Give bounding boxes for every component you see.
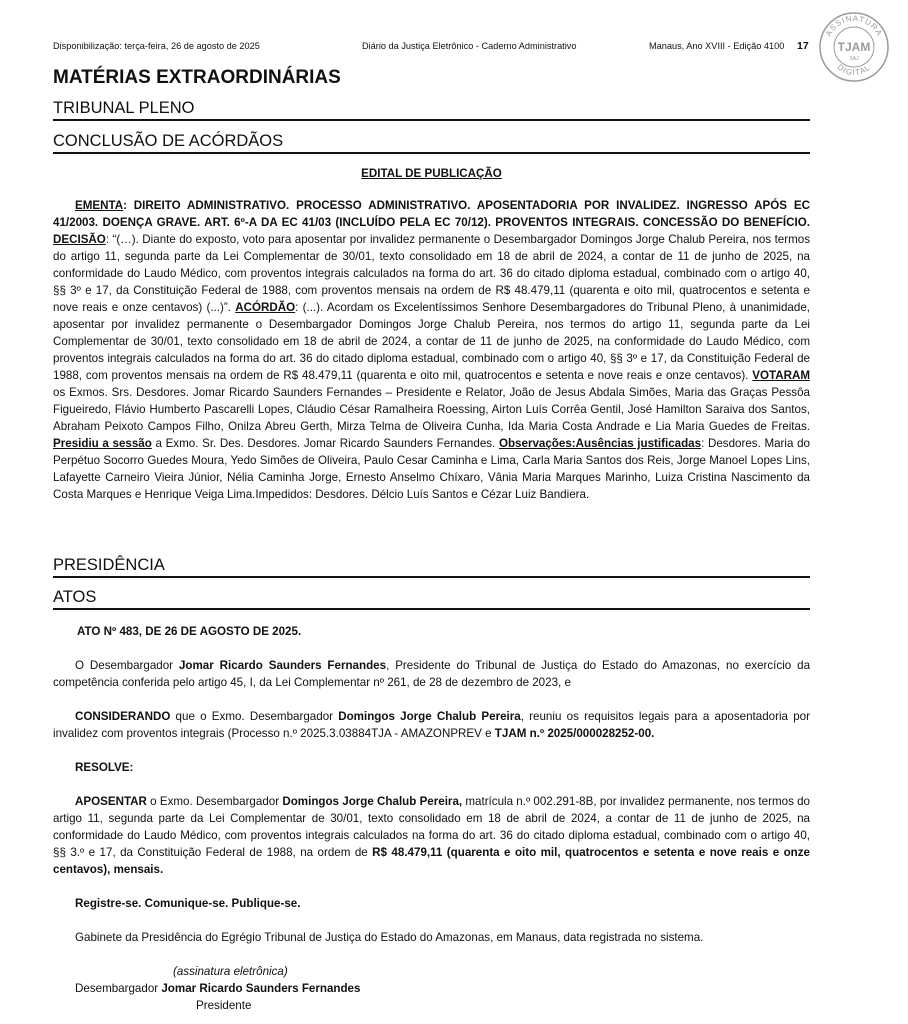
page-header: [53, 40, 809, 55]
aposentar-paragraph: [53, 793, 810, 878]
ato-block: [53, 623, 810, 1014]
edital-block: [53, 165, 810, 503]
retiree-name: Domingos Jorge Chalub Pereira: [338, 710, 521, 723]
ato-title: ATO Nº 483, DE 26 DE AGOSTO DE 2025.: [77, 625, 302, 638]
votaram-label: VOTARAM: [752, 369, 810, 382]
page-number: 17: [797, 40, 809, 52]
ato-intro-paragraph: [53, 657, 810, 691]
considerando-text: que o Exmo. Desembargador: [170, 710, 339, 723]
aposentar-label: APOSENTAR: [75, 795, 147, 808]
acordao-text: : (...). Acordam os Excelentíssimos Senhore Desembargadores do Tribunal Pleno, à unanimidade, aposentar por invalidez permanente o Desembargador Domingos Jorge Chalub Pereira, nos termos do artigo 11, segunda parte da Lei Complementar de 30/01, texto consolidado em 18 de abril de 2024, a contar de 11 de junho de 2025, na conformidade do Laudo Médico, com proventos integrais calculados na forma do art. 36 do citado diploma estadual, combinado com o artigo 40, §§ 3º e 17, da Constituição Federal de 1988, com proventos mensais na ordem de R$ 48.479,11 (quarenta e oito mil, quatrocentos e setenta e nove reais e onze centavos).: [53, 301, 810, 382]
svg-text:ASSINATURA: [824, 14, 884, 38]
section-title-extraordinarias: MATÉRIAS EXTRAORDINÁRIAS: [53, 67, 341, 88]
pension-amount: R$ 48.479,11 (quarenta e oito mil, quatrocentos e setenta e nove reais e onze centavos), mensais.: [53, 846, 810, 876]
acordao-label: ACÓRDÃO: [235, 301, 296, 314]
svg-text:DIGITAL: [836, 63, 873, 78]
signature-note: (assinatura eletrônica): [173, 965, 288, 978]
digital-signature-seal-icon: [818, 11, 890, 83]
votaram-text: os Exmos. Srs. Desdores. Jomar Ricardo Saunders Fernandes – Presidente e Relator, João de Jesus Abdala Simões, Maria das Graças Pessôa Figueiredo, Flávio Humberto Pascarelli Lopes, Cláudio César Ramalheira Roessing, Airton Luís Corrêa Gentil, José Hamilton Saraiva dos Santos, Abraham Peixoto Campos Filho, Onilza Abreu Gerth, Mirza Telma de Oliveira Cunha, Ida Maria Costa Andrade e Lia Maria Guedes de Freitas.: [53, 386, 810, 433]
considerando-text-cont: , reuniu os requisitos legais para a aposentadoria por invalidez com proventos integrais (Processo n.º 2025.3.03884TJA - AMAZONPREV e: [53, 710, 810, 740]
decisao-text: : “(…). Diante do exposto, voto para aposentar por invalidez permanente o Desembargador Domingos Jorge Chalub Pereira, nos termos do artigo 11, segunda parte da Lei Complementar de 30/01, texto consolidado em 18 de abril de 2024, a contar de 11 de junho de 2025, na conformidade do Laudo Médico, com proventos integrais calculados na forma do art. 36 do citado diploma estadual, combinado com o artigo 40, §§ 3º e 17, da Constituição Federal de 1988, com proventos mensais na ordem de R$ 48.479,11 (quarenta e oito mil, quatrocentos e setenta e nove reais e onze centavos) (...)”.: [53, 233, 810, 314]
observacoes-label: Observações:Ausências justificadas: [498, 437, 702, 450]
seal-top-text: ASSINATURA: [823, 13, 885, 38]
signature-role: Presidente: [196, 999, 252, 1012]
process-number: TJAM n.º 2025/000028252-00.: [494, 727, 655, 740]
gabinete-text: Gabinete da Presidência do Egrégio Tribunal de Justiça do Estado do Amazonas, em Manaus, data registrada no sistema.: [75, 931, 704, 944]
aposentar-text: o Exmo. Desembargador: [146, 795, 283, 808]
presidiu-text: a Exmo. Sr. Des. Desdores. Jomar Ricardo Saunders Fernandes.: [151, 437, 496, 450]
signature-name: Jomar Ricardo Saunders Fernandes: [161, 982, 361, 995]
edital-title: EDITAL DE PUBLICAÇÃO: [361, 167, 502, 180]
ementa-text: : DIREITO ADMINISTRATIVO. PROCESSO ADMINISTRATIVO. APOSENTADORIA POR INVALIDEZ. INGRESSO APÓS EC 41/2003. DOENÇA GRAVE. ART. 6º-A DA EC 41/03 (INCLUÍDO PELA EC 70/12). PROVENTOS INTEGRAIS. CONCESSÃO DO BENEFÍCIO.: [53, 199, 810, 229]
section-title-presidencia: PRESIDÊNCIA: [53, 556, 165, 574]
intro-text-cont: , Presidente do Tribunal de Justiça do Estado do Amazonas, no exercício da competência conferida pelo artigo 45, I, da Lei Complementar nº 261, de 28 de dezembro de 2023, e: [53, 659, 811, 689]
seal-sub-text: SAJ: [849, 56, 859, 62]
resolve-label: RESOLVE:: [75, 761, 134, 774]
divider: [53, 119, 810, 121]
presidiu-label: Presidiu a sessão: [53, 437, 152, 450]
availability-date: Disponibilização: terça-feira, 26 de agosto de 2025: [53, 41, 260, 51]
decisao-label: DECISÃO: [53, 233, 106, 246]
divider: [53, 152, 810, 154]
divider: [53, 576, 810, 578]
acordao-paragraph: [53, 197, 810, 503]
observacoes-text: : Desdores. Maria do Perpétuo Socorro Guedes Moura, Yedo Simões de Oliveira, Paulo Cesar Caminha e Lima, Carla Maria Santos dos Reis, Jorge Manoel Lopes Lins, Lafayette Carneiro Vieira Júnior, Nélia Caminha Jorge, Ernesto Anselmo Chíxaro, Vânia Maria Marques Marinho, Luiza Cristina Nascimento da Costa Marques e Henrique Veiga Lima.Impedidos: Desdores. Délcio Luís Santos e Cézar Luiz Bandiera.: [53, 437, 810, 501]
seal-center-text: TJAM: [837, 40, 871, 54]
considerando-label: CONSIDERANDO: [75, 710, 171, 723]
ementa-label: EMENTA: [75, 199, 124, 212]
president-name: Jomar Ricardo Saunders Fernandes: [178, 659, 387, 672]
signature-line: [53, 980, 810, 997]
subsection-conclusao-acordaos: CONCLUSÃO DE ACÓRDÃOS: [53, 132, 284, 150]
considerando-paragraph: [53, 708, 810, 742]
subsection-tribunal-pleno: TRIBUNAL PLENO: [53, 99, 195, 117]
aposentar-text-cont: matrícula n.º 002.291-8B, por invalidez permanente, nos termos do artigo 11, segunda parte da Lei Complementar de 30/01, texto consolidado em 18 de abril de 2024, a contar de 11 de junho de 2025, na conformidade do Laudo Médico, com proventos integrais calculados na forma do art. 36 do citado diploma estadual, combinado com o artigo 40, §§ 3.º e 17, da Constituição Federal de 1988, na ordem de: [53, 795, 810, 859]
signature-title: Desembargador: [75, 982, 162, 995]
retiree-name-2: Domingos Jorge Chalub Pereira,: [282, 795, 463, 808]
edition-info: Manaus, Ano XVIII - Edição 4100: [649, 41, 785, 51]
subsection-atos: ATOS: [53, 588, 97, 606]
seal-bottom-text: DIGITAL: [835, 62, 873, 78]
divider: [53, 608, 810, 610]
journal-name: Diário da Justiça Eletrônico - Caderno Administrativo: [362, 41, 577, 51]
registre-text: Registre-se. Comunique-se. Publique-se.: [75, 897, 301, 910]
intro-text: O Desembargador: [75, 659, 179, 672]
